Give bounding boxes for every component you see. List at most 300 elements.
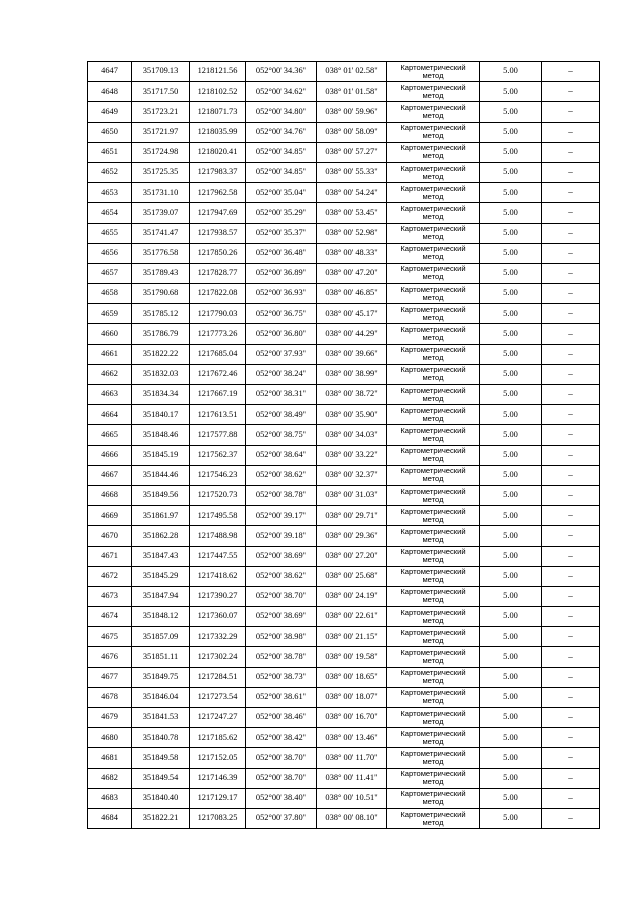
x-coordinate-cell: 351840.78 <box>132 728 190 748</box>
accuracy-cell: 5.00 <box>480 263 542 283</box>
method-line-1: Картометрический <box>400 769 466 779</box>
latitude-cell: 052°00' 39.18" <box>246 526 317 546</box>
method-cell <box>387 243 480 263</box>
description-cell: – <box>542 183 600 203</box>
description-cell: – <box>542 526 600 546</box>
description-cell: – <box>542 82 600 102</box>
table-row <box>88 183 600 203</box>
description-cell: – <box>542 607 600 627</box>
point-number-cell: 4651 <box>88 142 132 162</box>
method-cell <box>387 203 480 223</box>
method-line-1: Картометрический <box>400 668 466 678</box>
method-line-2: метод <box>422 474 444 484</box>
method-line-1: Картометрический <box>400 244 466 254</box>
method-line-2: метод <box>422 494 444 504</box>
x-coordinate-cell: 351849.56 <box>132 485 190 505</box>
table-row <box>88 627 600 647</box>
point-number-cell: 4670 <box>88 526 132 546</box>
y-coordinate-cell: 1217947.69 <box>190 203 246 223</box>
method-line-2: метод <box>422 575 444 585</box>
method-line-1: Картометрический <box>400 587 466 597</box>
accuracy-cell: 5.00 <box>480 506 542 526</box>
method-line-2: метод <box>422 312 444 322</box>
latitude-cell: 052°00' 35.04" <box>246 183 317 203</box>
method-cell <box>387 667 480 687</box>
method-cell <box>387 142 480 162</box>
method-line-1: Картометрический <box>400 526 466 536</box>
point-number-cell: 4667 <box>88 465 132 485</box>
longitude-cell: 038° 00' 11.41" <box>317 768 387 788</box>
method-line-2: метод <box>422 232 444 242</box>
method-line-2: метод <box>422 272 444 282</box>
point-number-cell: 4662 <box>88 364 132 384</box>
x-coordinate-cell: 351861.97 <box>132 506 190 526</box>
longitude-cell: 038° 00' 45.17" <box>317 304 387 324</box>
method-line-1: Картометрический <box>400 102 466 112</box>
point-number-cell: 4677 <box>88 667 132 687</box>
method-line-1: Картометрический <box>400 203 466 213</box>
accuracy-cell: 5.00 <box>480 162 542 182</box>
table-row <box>88 203 600 223</box>
method-line-2: метод <box>422 70 444 80</box>
point-number-cell: 4647 <box>88 62 132 82</box>
x-coordinate-cell: 351786.79 <box>132 324 190 344</box>
method-line-2: метод <box>422 131 444 141</box>
accuracy-cell: 5.00 <box>480 788 542 808</box>
point-number-cell: 4666 <box>88 445 132 465</box>
description-cell: – <box>542 728 600 748</box>
method-line-1: Картометрический <box>400 123 466 133</box>
table-row <box>88 647 600 667</box>
description-cell: – <box>542 667 600 687</box>
method-line-1: Картометрический <box>400 486 466 496</box>
longitude-cell: 038° 00' 31.03" <box>317 485 387 505</box>
longitude-cell: 038° 00' 55.33" <box>317 162 387 182</box>
method-line-2: метод <box>422 797 444 807</box>
point-number-cell: 4678 <box>88 687 132 707</box>
longitude-cell: 038° 00' 32.37" <box>317 465 387 485</box>
longitude-cell: 038° 00' 52.98" <box>317 223 387 243</box>
method-line-2: метод <box>422 777 444 787</box>
method-cell <box>387 627 480 647</box>
table-row <box>88 465 600 485</box>
x-coordinate-cell: 351840.17 <box>132 405 190 425</box>
y-coordinate-cell: 1217962.58 <box>190 183 246 203</box>
table-row <box>88 142 600 162</box>
longitude-cell: 038° 01' 01.58" <box>317 82 387 102</box>
method-line-1: Картометрический <box>400 547 466 557</box>
y-coordinate-cell: 1217273.54 <box>190 687 246 707</box>
x-coordinate-cell: 351723.21 <box>132 102 190 122</box>
table-row <box>88 768 600 788</box>
y-coordinate-cell: 1217447.55 <box>190 546 246 566</box>
accuracy-cell: 5.00 <box>480 243 542 263</box>
method-cell <box>387 405 480 425</box>
description-cell: – <box>542 788 600 808</box>
description-cell: – <box>542 142 600 162</box>
point-number-cell: 4664 <box>88 405 132 425</box>
point-number-cell: 4680 <box>88 728 132 748</box>
accuracy-cell: 5.00 <box>480 425 542 445</box>
y-coordinate-cell: 1217546.23 <box>190 465 246 485</box>
point-number-cell: 4672 <box>88 566 132 586</box>
description-cell: – <box>542 506 600 526</box>
x-coordinate-cell: 351832.03 <box>132 364 190 384</box>
longitude-cell: 038° 00' 59.96" <box>317 102 387 122</box>
y-coordinate-cell: 1218020.41 <box>190 142 246 162</box>
method-line-1: Картометрический <box>400 425 466 435</box>
method-cell <box>387 385 480 405</box>
point-number-cell: 4676 <box>88 647 132 667</box>
point-number-cell: 4668 <box>88 485 132 505</box>
description-cell: – <box>542 425 600 445</box>
y-coordinate-cell: 1217152.05 <box>190 748 246 768</box>
table-row <box>88 586 600 606</box>
x-coordinate-cell: 351709.13 <box>132 62 190 82</box>
method-line-1: Картометрический <box>400 183 466 193</box>
description-cell: – <box>542 687 600 707</box>
x-coordinate-cell: 351789.43 <box>132 263 190 283</box>
method-line-1: Картометрический <box>400 506 466 516</box>
point-number-cell: 4656 <box>88 243 132 263</box>
method-cell <box>387 364 480 384</box>
table-row <box>88 788 600 808</box>
method-line-2: метод <box>422 171 444 181</box>
method-cell <box>387 586 480 606</box>
method-cell <box>387 768 480 788</box>
description-cell: – <box>542 203 600 223</box>
point-number-cell: 4665 <box>88 425 132 445</box>
longitude-cell: 038° 00' 19.58" <box>317 647 387 667</box>
description-cell: – <box>542 102 600 122</box>
table-row <box>88 102 600 122</box>
point-number-cell: 4684 <box>88 808 132 828</box>
method-cell <box>387 728 480 748</box>
coordinates-table <box>87 61 600 829</box>
accuracy-cell: 5.00 <box>480 728 542 748</box>
latitude-cell: 052°00' 38.42" <box>246 728 317 748</box>
table-row <box>88 263 600 283</box>
table-row <box>88 385 600 405</box>
accuracy-cell: 5.00 <box>480 546 542 566</box>
y-coordinate-cell: 1217284.51 <box>190 667 246 687</box>
longitude-cell: 038° 00' 16.70" <box>317 708 387 728</box>
method-line-2: метод <box>422 454 444 464</box>
point-number-cell: 4669 <box>88 506 132 526</box>
point-number-cell: 4652 <box>88 162 132 182</box>
latitude-cell: 052°00' 38.62" <box>246 465 317 485</box>
x-coordinate-cell: 351841.53 <box>132 708 190 728</box>
accuracy-cell: 5.00 <box>480 586 542 606</box>
longitude-cell: 038° 00' 13.46" <box>317 728 387 748</box>
accuracy-cell: 5.00 <box>480 445 542 465</box>
longitude-cell: 038° 00' 48.33" <box>317 243 387 263</box>
x-coordinate-cell: 351776.58 <box>132 243 190 263</box>
latitude-cell: 052°00' 34.80" <box>246 102 317 122</box>
latitude-cell: 052°00' 37.80" <box>246 808 317 828</box>
method-cell <box>387 788 480 808</box>
y-coordinate-cell: 1217828.77 <box>190 263 246 283</box>
point-number-cell: 4655 <box>88 223 132 243</box>
description-cell: – <box>542 62 600 82</box>
description-cell: – <box>542 748 600 768</box>
description-cell: – <box>542 465 600 485</box>
description-cell: – <box>542 586 600 606</box>
x-coordinate-cell: 351822.22 <box>132 344 190 364</box>
x-coordinate-cell: 351851.11 <box>132 647 190 667</box>
table-row <box>88 748 600 768</box>
method-line-1: Картометрический <box>400 648 466 658</box>
accuracy-cell: 5.00 <box>480 284 542 304</box>
latitude-cell: 052°00' 39.17" <box>246 506 317 526</box>
x-coordinate-cell: 351862.28 <box>132 526 190 546</box>
description-cell: – <box>542 162 600 182</box>
accuracy-cell: 5.00 <box>480 607 542 627</box>
method-line-1: Картометрический <box>400 163 466 173</box>
point-number-cell: 4661 <box>88 344 132 364</box>
longitude-cell: 038° 00' 38.72" <box>317 385 387 405</box>
method-line-2: метод <box>422 595 444 605</box>
point-number-cell: 4650 <box>88 122 132 142</box>
point-number-cell: 4663 <box>88 385 132 405</box>
table-row <box>88 687 600 707</box>
longitude-cell: 038° 00' 08.10" <box>317 808 387 828</box>
accuracy-cell: 5.00 <box>480 627 542 647</box>
description-cell: – <box>542 364 600 384</box>
table-row <box>88 82 600 102</box>
method-line-1: Картометрический <box>400 748 466 758</box>
point-number-cell: 4654 <box>88 203 132 223</box>
table-row <box>88 728 600 748</box>
accuracy-cell: 5.00 <box>480 223 542 243</box>
method-line-1: Картометрический <box>400 607 466 617</box>
y-coordinate-cell: 1217685.04 <box>190 344 246 364</box>
description-cell: – <box>542 263 600 283</box>
longitude-cell: 038° 00' 21.15" <box>317 627 387 647</box>
latitude-cell: 052°00' 38.75" <box>246 425 317 445</box>
method-cell <box>387 647 480 667</box>
x-coordinate-cell: 351857.09 <box>132 627 190 647</box>
method-line-1: Картометрический <box>400 365 466 375</box>
x-coordinate-cell: 351731.10 <box>132 183 190 203</box>
method-line-2: метод <box>422 90 444 100</box>
accuracy-cell: 5.00 <box>480 687 542 707</box>
accuracy-cell: 5.00 <box>480 526 542 546</box>
latitude-cell: 052°00' 36.48" <box>246 243 317 263</box>
method-line-1: Картометрический <box>400 789 466 799</box>
table-row <box>88 607 600 627</box>
latitude-cell: 052°00' 34.76" <box>246 122 317 142</box>
point-number-cell: 4648 <box>88 82 132 102</box>
latitude-cell: 052°00' 36.93" <box>246 284 317 304</box>
x-coordinate-cell: 351741.47 <box>132 223 190 243</box>
x-coordinate-cell: 351848.46 <box>132 425 190 445</box>
method-line-2: метод <box>422 333 444 343</box>
method-cell <box>387 526 480 546</box>
point-number-cell: 4681 <box>88 748 132 768</box>
description-cell: – <box>542 304 600 324</box>
method-cell <box>387 687 480 707</box>
method-line-2: метод <box>422 191 444 201</box>
point-number-cell: 4660 <box>88 324 132 344</box>
method-cell <box>387 465 480 485</box>
latitude-cell: 052°00' 35.29" <box>246 203 317 223</box>
table-row <box>88 445 600 465</box>
description-cell: – <box>542 708 600 728</box>
longitude-cell: 038° 00' 22.61" <box>317 607 387 627</box>
longitude-cell: 038° 01' 02.58" <box>317 62 387 82</box>
latitude-cell: 052°00' 38.64" <box>246 445 317 465</box>
longitude-cell: 038° 00' 24.19" <box>317 586 387 606</box>
method-cell <box>387 708 480 728</box>
table-body <box>88 62 600 829</box>
method-line-2: метод <box>422 292 444 302</box>
latitude-cell: 052°00' 36.80" <box>246 324 317 344</box>
x-coordinate-cell: 351721.97 <box>132 122 190 142</box>
y-coordinate-cell: 1217790.03 <box>190 304 246 324</box>
method-cell <box>387 324 480 344</box>
accuracy-cell: 5.00 <box>480 808 542 828</box>
accuracy-cell: 5.00 <box>480 304 542 324</box>
method-cell <box>387 748 480 768</box>
table-row <box>88 566 600 586</box>
y-coordinate-cell: 1217302.24 <box>190 647 246 667</box>
accuracy-cell: 5.00 <box>480 465 542 485</box>
point-number-cell: 4674 <box>88 607 132 627</box>
table-row <box>88 62 600 82</box>
longitude-cell: 038° 00' 18.07" <box>317 687 387 707</box>
table-row <box>88 284 600 304</box>
x-coordinate-cell: 351845.29 <box>132 566 190 586</box>
method-line-1: Картометрический <box>400 224 466 234</box>
method-line-2: метод <box>422 413 444 423</box>
method-line-1: Картометрический <box>400 62 466 72</box>
y-coordinate-cell: 1218102.52 <box>190 82 246 102</box>
description-cell: – <box>542 768 600 788</box>
description-cell: – <box>542 647 600 667</box>
latitude-cell: 052°00' 38.73" <box>246 667 317 687</box>
x-coordinate-cell: 351846.04 <box>132 687 190 707</box>
method-line-2: метод <box>422 393 444 403</box>
x-coordinate-cell: 351739.07 <box>132 203 190 223</box>
table-row <box>88 667 600 687</box>
method-line-1: Картометрический <box>400 405 466 415</box>
table-row <box>88 122 600 142</box>
method-line-1: Картометрический <box>400 143 466 153</box>
accuracy-cell: 5.00 <box>480 385 542 405</box>
description-cell: – <box>542 546 600 566</box>
method-cell <box>387 284 480 304</box>
description-cell: – <box>542 405 600 425</box>
latitude-cell: 052°00' 38.61" <box>246 687 317 707</box>
accuracy-cell: 5.00 <box>480 485 542 505</box>
method-cell <box>387 82 480 102</box>
method-line-2: метод <box>422 433 444 443</box>
table-row <box>88 708 600 728</box>
method-line-2: метод <box>422 716 444 726</box>
longitude-cell: 038° 00' 29.36" <box>317 526 387 546</box>
accuracy-cell: 5.00 <box>480 122 542 142</box>
accuracy-cell: 5.00 <box>480 748 542 768</box>
latitude-cell: 052°00' 37.93" <box>246 344 317 364</box>
method-cell <box>387 546 480 566</box>
y-coordinate-cell: 1217185.62 <box>190 728 246 748</box>
longitude-cell: 038° 00' 10.51" <box>317 788 387 808</box>
table-row <box>88 304 600 324</box>
y-coordinate-cell: 1217667.19 <box>190 385 246 405</box>
method-line-2: метод <box>422 373 444 383</box>
description-cell: – <box>542 122 600 142</box>
longitude-cell: 038° 00' 38.99" <box>317 364 387 384</box>
x-coordinate-cell: 351822.21 <box>132 808 190 828</box>
x-coordinate-cell: 351840.40 <box>132 788 190 808</box>
accuracy-cell: 5.00 <box>480 647 542 667</box>
accuracy-cell: 5.00 <box>480 364 542 384</box>
point-number-cell: 4649 <box>88 102 132 122</box>
x-coordinate-cell: 351849.58 <box>132 748 190 768</box>
accuracy-cell: 5.00 <box>480 183 542 203</box>
method-line-1: Картометрический <box>400 567 466 577</box>
method-cell <box>387 223 480 243</box>
method-line-2: метод <box>422 110 444 120</box>
y-coordinate-cell: 1217822.08 <box>190 284 246 304</box>
x-coordinate-cell: 351845.19 <box>132 445 190 465</box>
x-coordinate-cell: 351847.43 <box>132 546 190 566</box>
description-cell: – <box>542 223 600 243</box>
method-line-1: Картометрический <box>400 688 466 698</box>
method-line-1: Картометрический <box>400 708 466 718</box>
point-number-cell: 4658 <box>88 284 132 304</box>
x-coordinate-cell: 351785.12 <box>132 304 190 324</box>
x-coordinate-cell: 351848.12 <box>132 607 190 627</box>
method-line-1: Картометрический <box>400 385 466 395</box>
table-row <box>88 364 600 384</box>
description-cell: – <box>542 485 600 505</box>
table-row <box>88 506 600 526</box>
point-number-cell: 4683 <box>88 788 132 808</box>
longitude-cell: 038° 00' 47.20" <box>317 263 387 283</box>
method-line-2: метод <box>422 252 444 262</box>
latitude-cell: 052°00' 38.70" <box>246 586 317 606</box>
latitude-cell: 052°00' 38.31" <box>246 385 317 405</box>
latitude-cell: 052°00' 38.78" <box>246 647 317 667</box>
x-coordinate-cell: 351724.98 <box>132 142 190 162</box>
y-coordinate-cell: 1218121.56 <box>190 62 246 82</box>
x-coordinate-cell: 351717.50 <box>132 82 190 102</box>
longitude-cell: 038° 00' 29.71" <box>317 506 387 526</box>
description-cell: – <box>542 627 600 647</box>
method-line-2: метод <box>422 211 444 221</box>
latitude-cell: 052°00' 38.62" <box>246 566 317 586</box>
method-line-2: метод <box>422 151 444 161</box>
description-cell: – <box>542 284 600 304</box>
y-coordinate-cell: 1217390.27 <box>190 586 246 606</box>
y-coordinate-cell: 1217418.62 <box>190 566 246 586</box>
y-coordinate-cell: 1218035.99 <box>190 122 246 142</box>
latitude-cell: 052°00' 38.69" <box>246 607 317 627</box>
point-number-cell: 4675 <box>88 627 132 647</box>
description-cell: – <box>542 385 600 405</box>
longitude-cell: 038° 00' 27.20" <box>317 546 387 566</box>
method-line-1: Картометрический <box>400 728 466 738</box>
y-coordinate-cell: 1217495.58 <box>190 506 246 526</box>
y-coordinate-cell: 1217938.57 <box>190 223 246 243</box>
method-line-1: Картометрический <box>400 264 466 274</box>
method-line-1: Картометрический <box>400 446 466 456</box>
x-coordinate-cell: 351847.94 <box>132 586 190 606</box>
longitude-cell: 038° 00' 46.85" <box>317 284 387 304</box>
method-cell <box>387 425 480 445</box>
